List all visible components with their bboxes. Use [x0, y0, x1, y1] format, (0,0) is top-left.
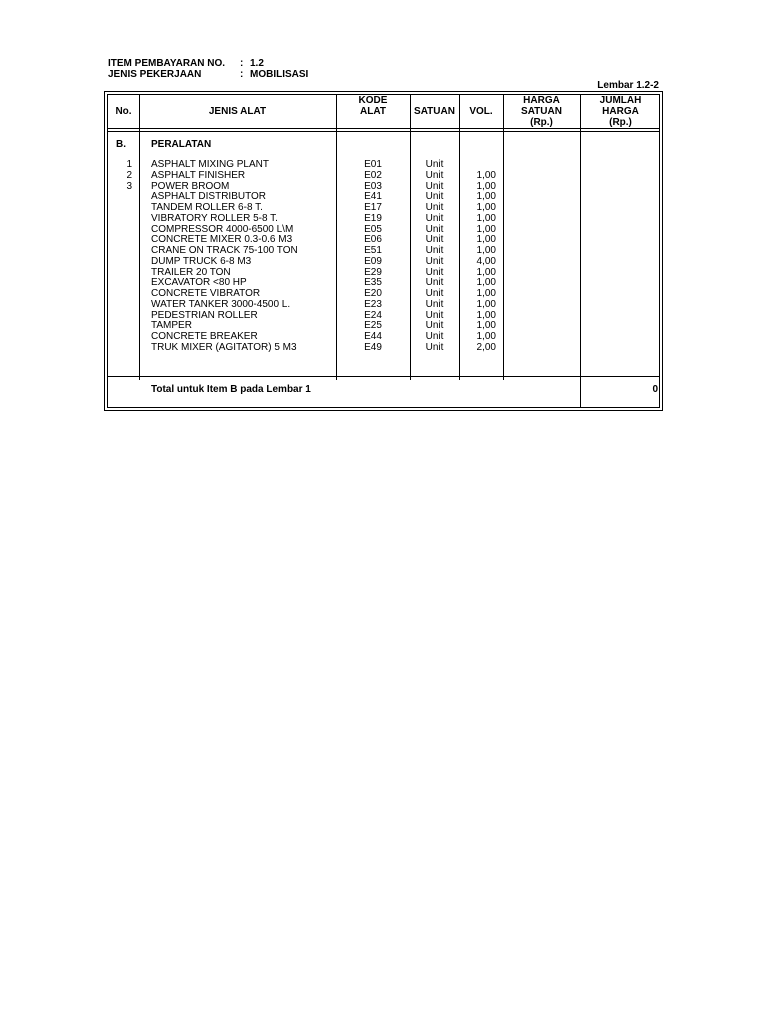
item-pembayaran-colon: : — [240, 58, 244, 69]
row-satuan: Unit — [425, 234, 444, 246]
col-header-harga-line1: HARGA — [523, 95, 560, 106]
row-no: 1 — [126, 159, 132, 170]
row-satuan: Unit — [425, 277, 444, 289]
row-satuan: Unit — [425, 169, 444, 181]
row-satuan: Unit — [425, 309, 444, 321]
row-vol: 1,00 — [476, 169, 496, 181]
col-header-kode-alat — [336, 92, 410, 120]
row-kode-alat: E51 — [364, 245, 382, 256]
row-vol: 1,00 — [476, 223, 496, 235]
row-kode-alat: E06 — [364, 234, 382, 246]
col-header-harga-satuan — [503, 92, 580, 131]
row-jenis-alat: CONCRETE MIXER 0.3-0.6 M3 — [151, 234, 293, 246]
row-jenis-alat: CONCRETE VIBRATOR — [151, 288, 261, 299]
row-vol: 1,00 — [476, 234, 496, 246]
row-vol: 1,00 — [476, 191, 496, 203]
col-header-vol-text: VOL. — [469, 106, 493, 117]
row-vol: 2,00 — [476, 341, 496, 353]
sheet-number: Lembar 1.2-2 — [597, 80, 659, 91]
row-satuan: Unit — [425, 266, 444, 278]
row-jenis-alat: VIBRATORY ROLLER 5-8 T. — [151, 212, 278, 224]
row-vol: 1,00 — [476, 212, 496, 224]
jenis-pekerjaan-colon: : — [240, 69, 244, 80]
row-kode-alat: E41 — [364, 191, 382, 203]
row-jenis-alat: CRANE ON TRACK 75-100 TON — [151, 245, 298, 256]
equipment-table — [104, 91, 663, 411]
row-kode-alat: E20 — [364, 288, 382, 299]
row-jenis-alat: DUMP TRUCK 6-8 M3 — [151, 255, 252, 267]
row-satuan: Unit — [425, 223, 444, 235]
row-jenis-alat: TANDEM ROLLER 6-8 T. — [151, 202, 263, 213]
row-jenis-alat: EXCAVATOR <80 HP — [151, 277, 247, 289]
row-vol: 1,00 — [476, 266, 496, 278]
row-vol: 1,00 — [476, 180, 496, 192]
jenis-pekerjaan-value: MOBILISASI — [250, 69, 309, 80]
row-jenis-alat: PEDESTRIAN ROLLER — [151, 309, 258, 321]
row-satuan: Unit — [425, 180, 444, 192]
table-inner-border — [107, 94, 660, 408]
row-kode-alat: E29 — [364, 266, 382, 278]
col-header-jumlah-line2: HARGA — [602, 106, 639, 117]
row-jenis-alat: TRAILER 20 TON — [151, 266, 231, 278]
item-pembayaran-label: ITEM PEMBAYARAN NO. — [108, 58, 226, 69]
col-header-vol — [459, 95, 503, 128]
col-header-jumlah-line3: (Rp.) — [609, 117, 632, 128]
row-kode-alat: E44 — [364, 331, 382, 342]
total-value: 0 — [652, 384, 658, 395]
row-kode-alat: E17 — [364, 202, 382, 213]
col-divider — [580, 95, 581, 407]
section-title: PERALATAN — [151, 139, 212, 150]
row-kode-alat: E49 — [364, 341, 382, 353]
col-header-kode-line1: KODE — [358, 95, 388, 106]
row-kode-alat: E02 — [364, 169, 382, 181]
row-jenis-alat: ASPHALT MIXING PLANT — [151, 159, 269, 170]
row-kode-alat: E25 — [364, 320, 382, 332]
row-kode-alat: E01 — [364, 159, 382, 170]
jenis-pekerjaan-label: JENIS PEKERJAAN — [108, 69, 202, 80]
row-satuan: Unit — [425, 288, 444, 299]
row-jenis-alat: TRUK MIXER (AGITATOR) 5 M3 — [151, 341, 297, 353]
row-kode-alat: E19 — [364, 212, 382, 224]
row-satuan: Unit — [425, 245, 444, 256]
row-satuan: Unit — [425, 298, 444, 310]
col-header-harga-line3: (Rp.) — [530, 117, 553, 128]
col-header-satuan — [410, 95, 459, 128]
row-satuan: Unit — [425, 202, 444, 213]
row-vol: 1,00 — [476, 309, 496, 321]
col-divider — [139, 95, 140, 380]
total-divider — [108, 376, 659, 377]
section-no: B. — [116, 139, 126, 150]
row-vol: 1,00 — [476, 331, 496, 342]
col-header-satuan-text: SATUAN — [414, 106, 455, 117]
total-label: Total untuk Item B pada Lembar 1 — [151, 384, 311, 395]
row-vol: 1,00 — [476, 288, 496, 299]
row-jenis-alat: CONCRETE BREAKER — [151, 331, 258, 342]
row-jenis-alat: POWER BROOM — [151, 180, 230, 192]
row-kode-alat: E24 — [364, 309, 382, 321]
col-divider — [503, 95, 504, 380]
row-kode-alat: E03 — [364, 180, 382, 192]
row-vol: 1,00 — [476, 320, 496, 332]
row-vol: 1,00 — [476, 277, 496, 289]
row-no: 2 — [126, 169, 132, 181]
row-no: 3 — [126, 180, 132, 192]
row-satuan: Unit — [425, 331, 444, 342]
col-header-jumlah-line1: JUMLAH — [599, 95, 642, 106]
col-header-jumlah-harga — [580, 92, 661, 131]
row-satuan: Unit — [425, 255, 444, 267]
row-satuan: Unit — [425, 320, 444, 332]
row-kode-alat: E35 — [364, 277, 382, 289]
col-header-kode-line2: ALAT — [360, 106, 386, 117]
row-jenis-alat: COMPRESSOR 4000-6500 L\M — [151, 223, 294, 235]
row-satuan: Unit — [425, 191, 444, 203]
col-header-no — [108, 95, 139, 128]
row-kode-alat: E09 — [364, 255, 382, 267]
row-satuan: Unit — [425, 212, 444, 224]
item-pembayaran-value: 1.2 — [250, 58, 264, 69]
row-jenis-alat: TAMPER — [151, 320, 192, 332]
col-header-jenis-alat-text: JENIS ALAT — [208, 106, 267, 117]
col-header-jenis-alat — [139, 95, 336, 128]
row-satuan: Unit — [425, 159, 444, 170]
row-vol: 1,00 — [476, 245, 496, 256]
col-header-no-text: No. — [115, 106, 132, 117]
row-kode-alat: E23 — [364, 298, 382, 310]
row-vol: 1,00 — [476, 202, 496, 213]
row-jenis-alat: WATER TANKER 3000-4500 L. — [151, 298, 291, 310]
row-jenis-alat: ASPHALT DISTRIBUTOR — [151, 191, 267, 203]
row-vol: 1,00 — [476, 298, 496, 310]
row-kode-alat: E05 — [364, 223, 382, 235]
col-header-harga-line2: SATUAN — [521, 106, 562, 117]
row-vol: 4,00 — [476, 255, 496, 267]
row-jenis-alat: ASPHALT FINISHER — [151, 169, 246, 181]
row-satuan: Unit — [425, 341, 444, 353]
